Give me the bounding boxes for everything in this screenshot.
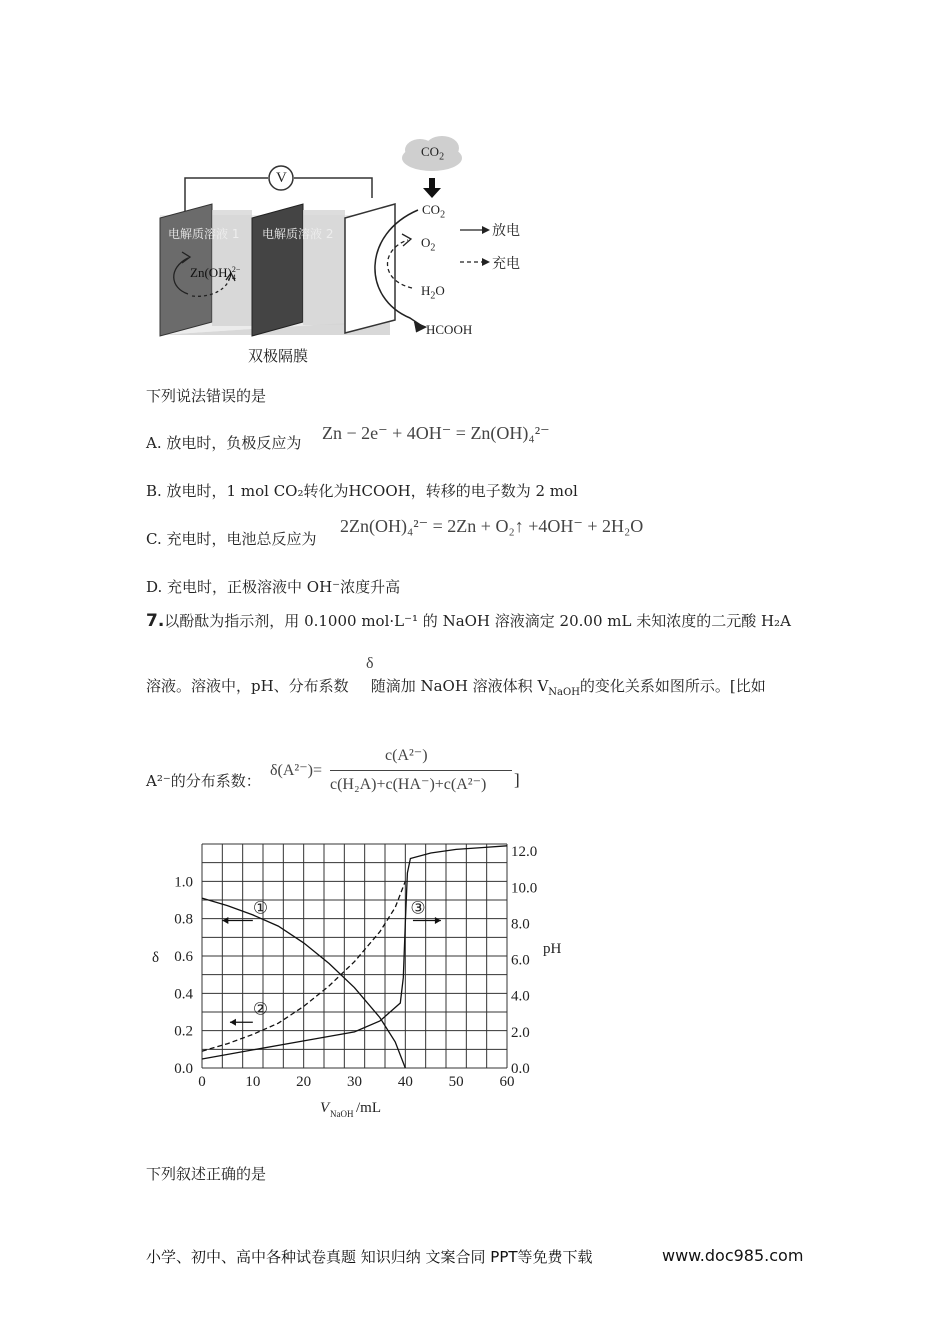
right-tick-label: 12.0 [511,844,538,861]
o2-label: $O_2$ [421,235,436,254]
electrolyte-1-label: 电解质溶液 1 [168,227,240,241]
formula-numerator: c(A²⁻) [385,747,428,764]
x-axis-label-sub: NaOH [330,1109,354,1119]
option-a-text: A. 放电时，负极反应为 [146,434,302,452]
footer-text: 小学、初中、高中各种试卷真题 知识归纳 文案合同 PPT等免费下载 [146,1248,593,1266]
left-tick-label: 0.6 [174,949,193,965]
legend-charge-label: 充电 [492,256,520,272]
zinc-species-label: Zn(OH) 2− 4 [190,265,241,283]
q7-line3-label: A²⁻的分布系数： [146,772,261,790]
option-c-formula: 2Zn(OH)₄²⁻ = 2Zn + O₂↑ +4OH⁻ + 2H₂O [340,516,644,536]
q6-option-b: B. 放电时，1 mol CO₂转化为HCOOH，转移的电子数为 2 mol [146,482,578,500]
right-tick-label: 2.0 [511,1024,530,1041]
right-tick-label: 0.0 [511,1061,530,1077]
x-tick-label: 60 [499,1074,515,1090]
q7-line2b: 随滴加 NaOH 溶液体积 V [370,677,549,695]
h2o-label: $H_2O$ [421,283,445,302]
q6-prompt: 下列说法错误的是 [146,387,267,405]
right-tick-label: 6.0 [511,952,530,969]
legend-discharge-label: 放电 [492,223,520,239]
x-tick-label: 20 [296,1074,312,1090]
right-tick-label: 8.0 [511,916,530,933]
q6-option-c [146,528,316,549]
bracket-close: ] [514,770,520,789]
formula-lhs: δ(A²⁻)= [270,762,323,779]
q7-line1-text: 以酚酞为指示剂，用 0.1000 mol·L⁻¹ 的 NaOH 溶液滴定 20.00 mL 未知浓度的二元酸 H₂A [164,612,791,630]
q7-line2-sub: NaOH [548,687,580,698]
option-c-text: C. 充电时，电池总反应为 [146,530,317,548]
annotation-label-1: ① [252,898,269,918]
formula-denominator: c(H₂A)+c(HA⁻)+c(A²⁻) [330,776,487,793]
left-tick-label: 0.4 [174,986,193,1003]
x-tick-label: 10 [245,1074,261,1090]
q7-number: 7. [146,611,165,631]
co2-label: $CO_2$ [422,202,446,221]
electrolyte-2-label: 电解质溶液 2 [262,227,334,241]
left-tick-label: 0.8 [174,911,193,928]
option-a-formula: Zn − 2e⁻ + 4OH⁻ = Zn(OH)₄²⁻ [322,423,550,443]
x-axis-label-unit: /mL [356,1100,381,1116]
left-axis-label: δ [152,950,160,966]
q7-prompt: 下列叙述正确的是 [146,1165,267,1183]
left-tick-label: 0.2 [174,1023,193,1040]
annotation-arrowhead-2 [230,1019,236,1026]
footer-link[interactable]: www.doc985.com [662,1246,804,1265]
titration-chart [140,830,580,1120]
cloud-co2-label: $CO_2$ [421,144,445,163]
q7-line2a: 溶液。溶液中，pH、分布系数 [146,677,349,695]
hcooh-label: HCOOH [426,322,473,337]
left-tick-label: 0.0 [174,1061,193,1077]
annotation-label-2: ② [252,999,269,1019]
voltmeter-label: V [276,170,287,186]
membrane-label: 双极隔膜 [248,347,309,365]
series-line-3 [202,846,507,1059]
q7-line1 [146,610,791,631]
fraction-bar [330,770,512,771]
q7-line2c: 的变化关系如图所示。[比如 [579,677,766,695]
q6-option-d: D. 充电时，正极溶液中 OH⁻浓度升高 [146,578,401,596]
q6-option-a [146,432,301,453]
left-tick-label: 1.0 [174,874,193,891]
x-axis-label: V [320,1100,330,1116]
x-tick-label: 50 [448,1074,464,1090]
annotation-label-3: ③ [410,898,426,918]
right-axis-label: pH [543,940,562,957]
right-tick-label: 10.0 [511,880,538,897]
annotation-arrowhead-1 [222,917,228,924]
x-tick-label: 30 [347,1074,362,1090]
x-tick-label: 40 [397,1074,413,1090]
delta-symbol: δ [366,655,374,672]
x-tick-label: 0 [198,1074,206,1090]
q7-line2 [146,675,766,698]
right-tick-label: 4.0 [511,988,530,1005]
annotation-arrowhead-3 [435,917,441,924]
